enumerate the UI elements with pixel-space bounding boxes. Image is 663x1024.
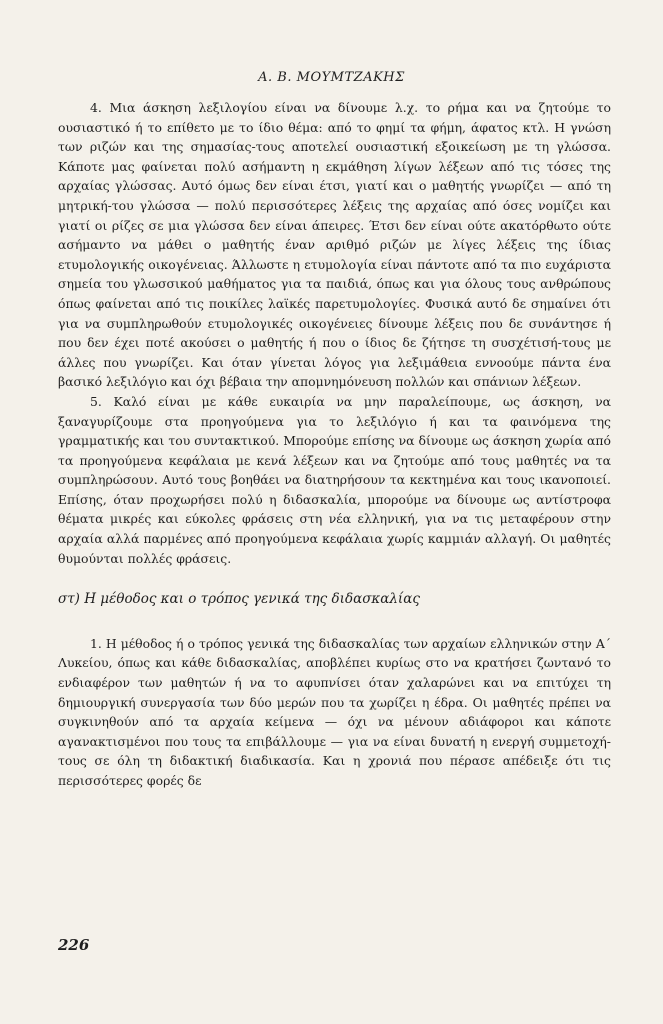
section-paragraph-1: 1. Η μέθοδος ή ο τρόπος γενικά της διδασκαλίας των αρχαίων ελληνικών στην Α΄ Λυκείου, όπως και κάθε διδασκαλίας, αποβλέπει κυρίως στο να κρατήσει ζωντανό το ενδιαφέρον των μαθητών ή να το αφυπνίσει όταν χαλαρώνει και να επιτύχει τη δημιουργική συνεργασία των δύο μερών που τα χωρίζει η έδρα. Οι μαθητές πρέπει να συγκινηθούν από τα αρχαία κείμενα — όχι να μένουν αδιάφοροι και κάποτε αγανακτισμένοι που τους τα επιβάλλουμε — για να είναι δυνατή η ενεργή συμμετοχή-τους σε όλη τη διδακτική διαδικασία. Και η χρονιά που πέρασε απέδειξε ότι τις περισσότερες φορές δε <box>58 635 611 788</box>
body-text <box>58 98 611 791</box>
paragraph-5: 5. Καλό είναι με κάθε ευκαιρία να μην παραλείπουμε, ως άσκηση, να ξαναγυρίζουμε στα προηγούμενα για το λεξιλόγιο ή και τα φαινόμενα της γραμματικής και του συντακτικού. Μπορούμε επίσης να δίνουμε ως άσκηση χωρία από τα προηγούμενα κεφάλαια με κενά λέξεων και να ζητούμε από τους μαθητές να τα συμπληρώσουν. Αυτό τους βοηθάει να διατηρήσουν τα κεκτημένα και τους ικανοποιεί. Επίσης, όταν προχωρήσει πολύ η διδασκαλία, μπορούμε να δίνουμε ως αντίστροφα θέματα μικρές και εύκολες φράσεις στη νέα ελληνική, για να τις μεταφέρουν στην αρχαία αλλά παρμένες από προηγούμενα κεφάλαια χωρίς καμμιάν αλλαγή. Οι μαθητές θυμούνται πολλές φράσεις. <box>58 393 611 566</box>
section-heading: στ) Η μέθοδος και ο τρόπος γενικά της διδασκαλίας <box>58 591 420 608</box>
page-number: 226 <box>58 936 90 954</box>
paragraph-4: 4. Μια άσκηση λεξιλογίου είναι να δίνουμε λ.χ. το ρήμα και να ζητούμε το ουσιαστικό ή το επίθετο με το ίδιο θέμα: από το φημί τα φήμη, άφατος κτλ. Η γνώση των ριζών και της σημασίας-τους αποτελεί ουσιαστική εξοικείωση με τη γλώσσα. Κάποτε μας φαίνεται πολύ ασήμαντη η εκμάθηση λίγων λέξεων από τις τόσες της αρχαίας γλώσσας. Αυτό όμως δεν είναι έτσι, γιατί και ο μαθητής γνωρίζει — από τη μητρική-του γλώσσα — πολύ περισσότερες λέξεις της αρχαίας από όσες νομίζει και γιατί οι ρίζες σε μια γλώσσα δεν είναι άπειρες. Έτσι δεν είναι ούτε ακατόρθωτο ούτε ασήμαντο να μάθει ο μαθητής έναν αριθμό ριζών με λίγες λέξεις της ίδιας ετυμολογικής οικογένειας. Άλλωστε η ετυμολογία είναι πάντοτε από τα πιο ευχάριστα σημεία του γλωσσικού μαθήματος για τα παιδιά, όπως και για όλους τους ανθρώπους όπως φαίνεται από τις ποικίλες λαϊκές παρετυμολογίες. Φυσικά αυτό δε σημαίνει ότι για να συμπληρωθούν ετυμολογικές οικογένειες δίνουμε λέξεις που δε συνάντησε ή που δεν έχει ποτέ ακούσει ο μαθητής ή που ο ίδιος δε ζήτησε τη συσχέτισή-τους με άλλες που γνωρίζει. Και όταν γίνεται λόγος για λεξιμάθεια εννοούμε πάντα ένα βασικό λεξιλόγιο και όχι βέβαια την απομνημόνευση πολλών και σπάνιων λέξεων. <box>58 100 611 390</box>
running-title: Α. Β. ΜΟΥΜΤΖΑΚΗΣ <box>258 70 405 85</box>
